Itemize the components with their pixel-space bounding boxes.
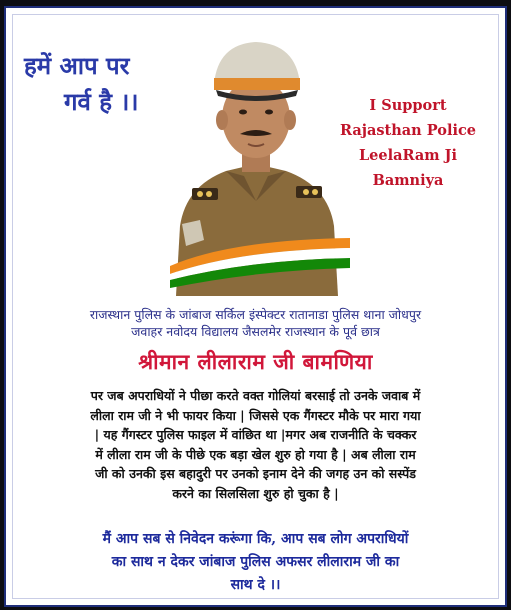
cap-band — [214, 78, 300, 90]
story-paragraph — [20, 386, 491, 504]
tricolor-swoosh — [170, 220, 350, 290]
ear-left — [216, 110, 228, 130]
support-line-3: LeelaRam Ji — [358, 147, 458, 164]
rank-star-left — [197, 191, 203, 197]
eye-right — [265, 110, 273, 115]
description-line-2: जवाहर नवोदय विद्यालय जैसलमेर राजस्थान के पूर्व छात्र — [131, 324, 380, 339]
support-line-1: I Support — [369, 97, 447, 114]
officer-description — [18, 306, 493, 340]
paragraph-line: करने का सिलसिला शुरु हो चुका है | — [172, 485, 339, 501]
paragraph-line: पर जब अपराधियों ने पीछा करते वक्त गोलियां बरसाई तो उनके जवाब में — [90, 388, 421, 403]
appeal-line: का साथ न देकर जांबाज पुलिस अफसर लीलाराम जी का — [111, 554, 400, 570]
headline-line-2: गर्व है ।। — [64, 87, 139, 116]
support-text — [333, 93, 483, 193]
rank-star-right-2 — [312, 189, 318, 195]
rank-star-left-2 — [206, 191, 212, 197]
cap-crown — [214, 42, 300, 84]
shoulder-badge-left — [192, 188, 218, 200]
appeal-text — [20, 528, 491, 597]
paragraph-line: | यह गैंगस्टर पुलिस फाइल में वांछित था |मगर अब राजनीति के चक्कर — [94, 427, 417, 443]
rank-star-right — [303, 189, 309, 195]
ear-right — [284, 110, 296, 130]
headline — [24, 48, 174, 120]
paragraph-line: में लीला राम जी के पीछे एक बड़ा खेल शुरु हो गया है | अब लीला राम — [95, 446, 416, 462]
paragraph-line: जी को उनकी इस बहादुरी पर उनको इनाम देने की जगह उन को सस्पेंड — [95, 466, 416, 482]
officer-name: श्रीमान लीलाराम जी बामणिया — [138, 349, 373, 374]
eye-left — [239, 110, 247, 115]
poster — [4, 6, 507, 607]
appeal-line: साथ दे ।। — [230, 577, 281, 593]
appeal-line: मैं आप सब से निवेदन करूंगा कि, आप सब लोग अपराधियों — [102, 531, 409, 547]
support-line-2: Rajasthan Police — [339, 122, 477, 139]
paragraph-line: लीला राम जी ने भी फायर किया | जिससे एक गैंगस्टर मौके पर मारा गया — [90, 407, 421, 423]
description-line-1: राजस्थान पुलिस के जांबाज सर्किल इंस्पेक्टर रातानाडा पुलिस थाना जोधपुर — [89, 307, 422, 322]
headline-line-1: हमें आप पर — [24, 51, 130, 80]
support-line-4: Bamniya — [372, 172, 444, 189]
